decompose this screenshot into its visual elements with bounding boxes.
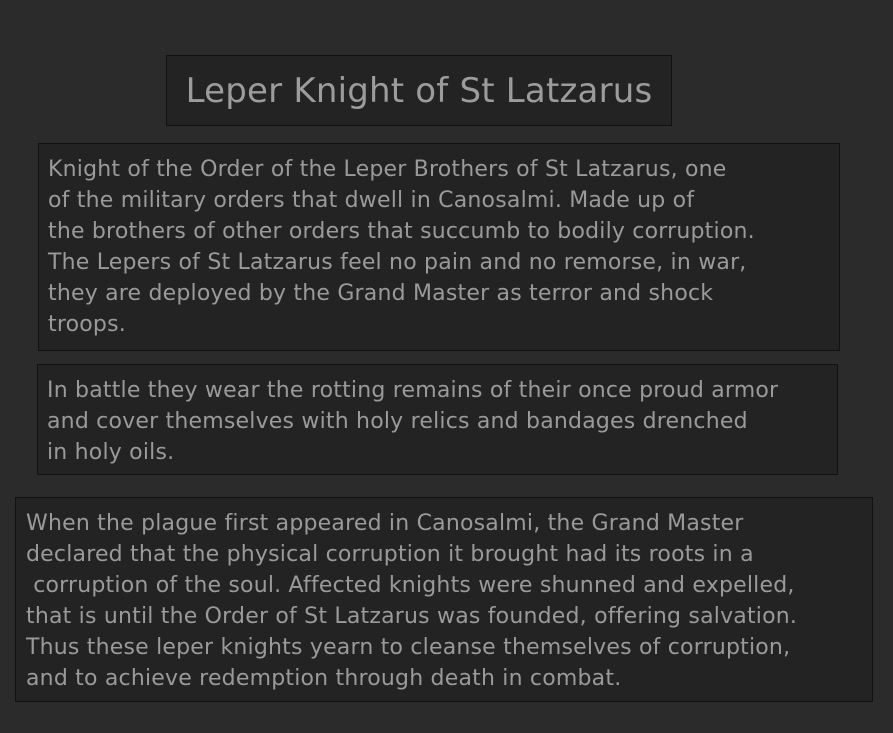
text-line: declared that the physical corruption it brought had its roots in a (26, 542, 754, 567)
text-line: corruption of the soul. Affected knights were shunned and expelled, (26, 573, 795, 598)
description-paragraph-2 (47, 375, 837, 468)
text-line: and cover themselves with holy relics and bandages drenched (47, 409, 748, 434)
text-line: In battle they wear the rotting remains of their once proud armor (47, 378, 779, 403)
text-line: that is until the Order of St Latzarus was founded, offering salvation. (26, 604, 798, 629)
text-line: When the plague first appeared in Canosalmi, the Grand Master (26, 511, 744, 536)
text-line: Knight of the Order of the Leper Brothers of St Latzarus, one (48, 157, 727, 182)
text-line: they are deployed by the Grand Master as terror and shock (48, 281, 714, 306)
title-panel (166, 55, 672, 126)
text-line: of the military orders that dwell in Canosalmi. Made up of (48, 188, 695, 213)
text-line: in holy oils. (47, 440, 175, 465)
text-line: the brothers of other orders that succumb to bodily corruption. (48, 219, 755, 244)
description-panel-2 (37, 364, 838, 475)
description-panel-1 (38, 143, 840, 351)
text-line: troops. (48, 312, 126, 337)
text-line: The Lepers of St Latzarus feel no pain and no remorse, in war, (48, 250, 747, 275)
description-paragraph-1 (48, 154, 839, 340)
description-panel-3 (15, 497, 873, 702)
text-line: and to achieve redemption through death in combat. (26, 666, 622, 691)
text-line: Thus these leper knights yearn to cleanse themselves of corruption, (26, 635, 791, 660)
page-title: Leper Knight of St Latzarus (185, 70, 653, 111)
description-paragraph-3 (26, 508, 872, 694)
